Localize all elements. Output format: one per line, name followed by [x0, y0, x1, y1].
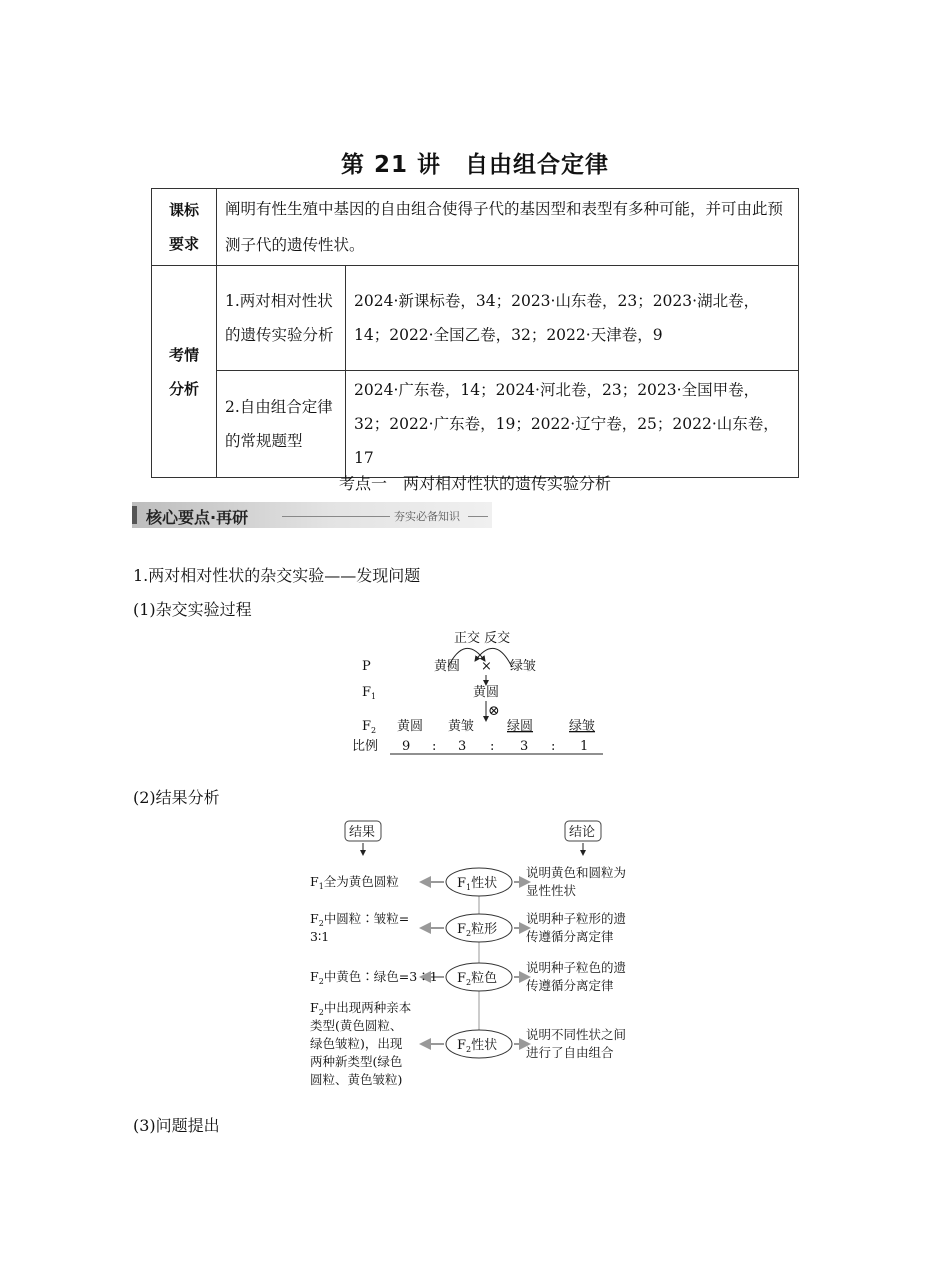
banner-title: 核心要点·再研: [146, 508, 249, 527]
node-label: $F_2$粒形: [457, 922, 498, 938]
conclusion-text: 说明种子粒形的遗: [526, 911, 627, 926]
p-right: 绿皱: [510, 659, 537, 674]
f2-type: 黄圆: [397, 719, 424, 734]
info-table: [151, 188, 799, 478]
analysis-rows: [310, 865, 626, 1087]
p-label: P: [362, 659, 371, 674]
self-cross-symbol: ⊗: [488, 703, 500, 719]
topic-cell: 2.自由组合定律的常规题型: [217, 371, 346, 478]
analysis-label-line: 考情: [168, 345, 199, 364]
f1-label: $F_1$: [362, 685, 377, 701]
node-label: $F_2$粒色: [457, 971, 498, 987]
result-text: 3∶1: [310, 929, 330, 944]
page-title: 第 21 讲 自由组合定律: [340, 152, 610, 178]
ratio-value: 3: [458, 739, 467, 754]
result-text: 圆粒、黄色皱粒): [310, 1072, 403, 1087]
node-label: $F_1$性状: [457, 876, 498, 892]
result-header: 结果: [349, 825, 376, 840]
paragraph-heading: (3)问题提出: [133, 1116, 220, 1135]
f2-label: $F_2$: [362, 719, 377, 735]
section-banner: [132, 502, 492, 528]
result-text: 类型(黄色圆粒、: [310, 1018, 403, 1033]
conclusion-text: 传遵循分离定律: [526, 978, 614, 993]
analysis-label-line: 分析: [168, 379, 199, 398]
ratio-sep: :: [490, 739, 495, 754]
ratio-value: 3: [520, 739, 529, 754]
ratio-sep: :: [432, 739, 437, 754]
cross-symbol: ×: [481, 659, 492, 674]
f2-type: 黄皱: [448, 719, 475, 734]
requirement-text: 阐明有性生殖中基因的自由组合使得子代的基因型和表型有多种可能，并可由此预测子代的遗传性状。: [217, 189, 799, 266]
result-text: $F_1$全为黄色圆粒: [310, 874, 399, 891]
result-text: 绿色皱粒)，出现: [310, 1036, 403, 1051]
conclusion-text: 传遵循分离定律: [526, 929, 614, 944]
f2-type: 绿皱: [569, 719, 596, 734]
conclusion-text: 进行了自由组合: [526, 1045, 614, 1060]
requirement-label-line: 课标: [168, 201, 199, 219]
result-text: $F_2$中黄色∶绿色=3∶1: [310, 969, 438, 986]
ratio-value: 9: [402, 739, 411, 754]
analysis-diagram: [305, 815, 650, 1095]
paragraph-heading: (1)杂交实验过程: [133, 600, 252, 619]
node-label: $F_2$性状: [457, 1038, 498, 1054]
exam-cell: 2024·新课标卷，34；2023·山东卷，23；2023·湖北卷，14；2022·全国乙卷，32；2022·天津卷，9: [346, 266, 799, 371]
table-row: [152, 189, 799, 266]
requirement-label: [152, 189, 217, 266]
conclusion-text: 显性性状: [526, 883, 577, 898]
table-row: [152, 371, 799, 478]
ratio-label: 比例: [352, 739, 379, 754]
p-left: 黄圆: [434, 659, 461, 674]
banner-divider: [282, 516, 390, 517]
ratio-sep: :: [551, 739, 556, 754]
conclusion-text: 说明种子粒色的遗: [526, 960, 627, 975]
paragraph-heading: 1.两对相对性状的杂交实验——发现问题: [133, 566, 421, 585]
conclusion-text: 说明不同性状之间: [526, 1027, 627, 1042]
requirement-label-line: 要求: [168, 235, 199, 253]
paragraph-heading: (2)结果分析: [133, 788, 220, 807]
f1-value: 黄圆: [473, 685, 500, 700]
banner-divider: [468, 516, 488, 517]
conclusion-text: 说明黄色和圆粒为: [526, 865, 627, 880]
ratio-value: 1: [580, 739, 589, 754]
conclusion-header: 结论: [569, 825, 596, 840]
table-row: [152, 266, 799, 371]
section-title: 考点一 两对相对性状的遗传实验分析: [338, 474, 611, 493]
result-text: $F_2$中圆粒∶皱粒=: [310, 911, 410, 928]
f2-type: 绿圆: [507, 719, 534, 734]
exam-cell: 2024·广东卷，14；2024·河北卷，23；2023·全国甲卷，32；2022·广东卷，19；2022·辽宁卷，25；2022·山东卷，17: [346, 371, 799, 478]
result-text: $F_2$中出现两种亲本: [310, 1000, 412, 1017]
analysis-label: [152, 266, 217, 478]
topic-cell: 1.两对相对性状的遗传实验分析: [217, 266, 346, 371]
cross-types-label: 正交 反交: [454, 631, 511, 646]
banner-bar: [132, 506, 137, 524]
cross-diagram: [340, 625, 620, 760]
result-text: 两种新类型(绿色: [310, 1054, 403, 1069]
banner-subtitle: 夯实必备知识: [394, 510, 460, 523]
